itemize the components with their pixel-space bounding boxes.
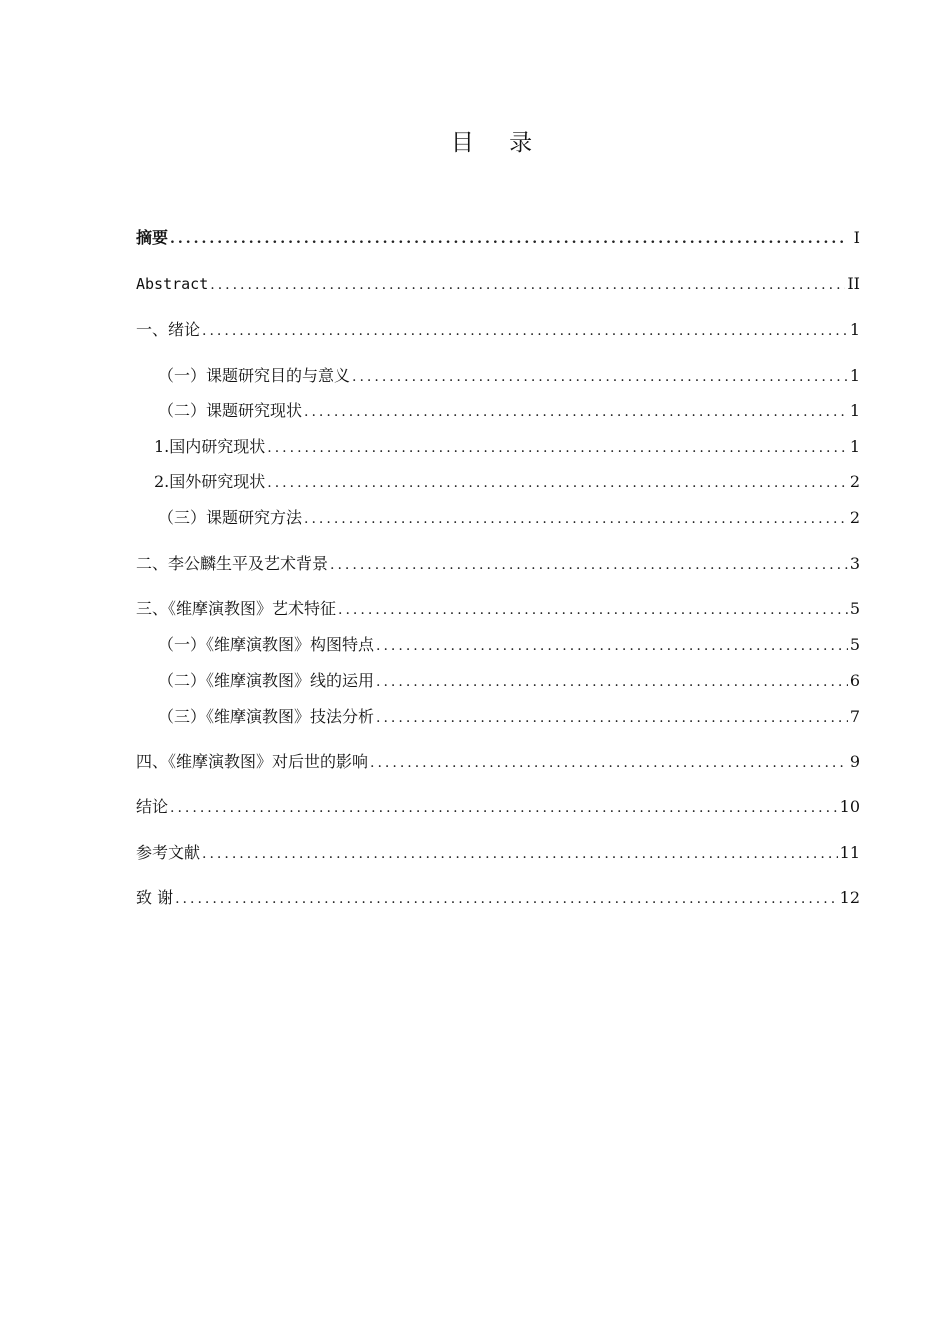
toc-entry-1-1[interactable] <box>136 363 860 388</box>
toc-entry-1-2-1[interactable] <box>136 434 860 459</box>
toc-entry-1-2-2[interactable] <box>136 469 860 494</box>
toc-entry-3-3[interactable] <box>136 704 860 729</box>
dot-leader <box>370 751 848 776</box>
dot-leader <box>170 796 838 821</box>
dot-leader <box>210 273 845 298</box>
dot-leader <box>202 319 848 344</box>
toc-entry-3-2[interactable] <box>136 668 860 693</box>
dot-leader <box>376 706 848 731</box>
toc-entry-label: 二、李公麟生平及艺术背景 <box>136 554 329 573</box>
toc-entry-1-2[interactable] <box>136 398 860 423</box>
toc-entry-page: 10 <box>839 797 860 816</box>
toc-entry-page: II <box>847 274 860 293</box>
toc-title: 目 录 <box>450 130 547 156</box>
toc-entry-abstract-en[interactable] <box>136 271 860 296</box>
toc-entry-label: （二）《维摩演教图》线的运用 <box>158 671 375 690</box>
toc-entry-page: 2 <box>849 508 860 527</box>
toc-entry-1-3[interactable] <box>136 505 860 530</box>
toc-entry-label: 一、绪论 <box>136 320 201 339</box>
toc-entry-page: 5 <box>849 635 860 654</box>
toc-entry-acknowledgements[interactable] <box>136 885 860 910</box>
dot-leader <box>352 365 848 390</box>
toc-entry-label: 致 谢 <box>136 888 174 907</box>
toc-entry-page: 7 <box>849 707 860 726</box>
toc-entry-page: 6 <box>849 671 860 690</box>
toc-entry-abstract-cn[interactable] <box>136 225 860 250</box>
toc-entry-chapter-4[interactable] <box>136 749 860 774</box>
toc-entry-label: （一）课题研究目的与意义 <box>158 366 351 385</box>
toc-entry-label: Abstract <box>136 275 209 293</box>
toc-entry-3-1[interactable] <box>136 632 860 657</box>
toc-entry-label: 摘要 <box>136 228 169 247</box>
toc-entry-label: 2.国外研究现状 <box>154 472 266 491</box>
toc-entry-label: （三）课题研究方法 <box>158 508 303 527</box>
toc-entry-references[interactable] <box>136 840 860 865</box>
dot-leader <box>304 507 848 532</box>
dot-leader <box>304 400 848 425</box>
toc-entry-label: 1.国内研究现状 <box>154 437 266 456</box>
dot-leader <box>202 842 838 867</box>
dot-leader <box>376 670 848 695</box>
toc-entry-label: 结论 <box>136 797 169 816</box>
toc-entry-chapter-3[interactable] <box>136 596 860 621</box>
toc-entry-page: 9 <box>849 752 860 771</box>
toc-entry-page: 1 <box>849 401 860 420</box>
toc-entry-chapter-1[interactable] <box>136 317 860 342</box>
dot-leader <box>170 227 848 252</box>
toc-entry-page: 12 <box>839 888 860 907</box>
toc-entry-page: 3 <box>849 554 860 573</box>
toc-entry-page: I <box>853 228 860 247</box>
dot-leader <box>330 553 848 578</box>
toc-entry-page: 1 <box>849 437 860 456</box>
toc-entry-label: 三、《维摩演教图》艺术特征 <box>136 599 337 618</box>
dot-leader <box>175 887 838 912</box>
toc-entry-label: （三）《维摩演教图》技法分析 <box>158 707 375 726</box>
toc-entry-label: （二）课题研究现状 <box>158 401 303 420</box>
toc-entry-page: 5 <box>849 599 860 618</box>
toc-entry-page: 11 <box>839 843 860 862</box>
toc-entry-page: 1 <box>849 366 860 385</box>
toc-entry-page: 2 <box>849 472 860 491</box>
toc-entry-page: 1 <box>849 320 860 339</box>
dot-leader <box>376 634 848 659</box>
dot-leader <box>267 471 848 496</box>
toc-entry-label: 四、《维摩演教图》对后世的影响 <box>136 752 369 771</box>
dot-leader <box>338 598 848 623</box>
toc-entry-conclusion[interactable] <box>136 794 860 819</box>
dot-leader <box>267 436 848 461</box>
toc-entry-chapter-2[interactable] <box>136 551 860 576</box>
toc-entry-label: （一）《维摩演教图》构图特点 <box>158 635 375 654</box>
toc-entry-label: 参考文献 <box>136 843 201 862</box>
